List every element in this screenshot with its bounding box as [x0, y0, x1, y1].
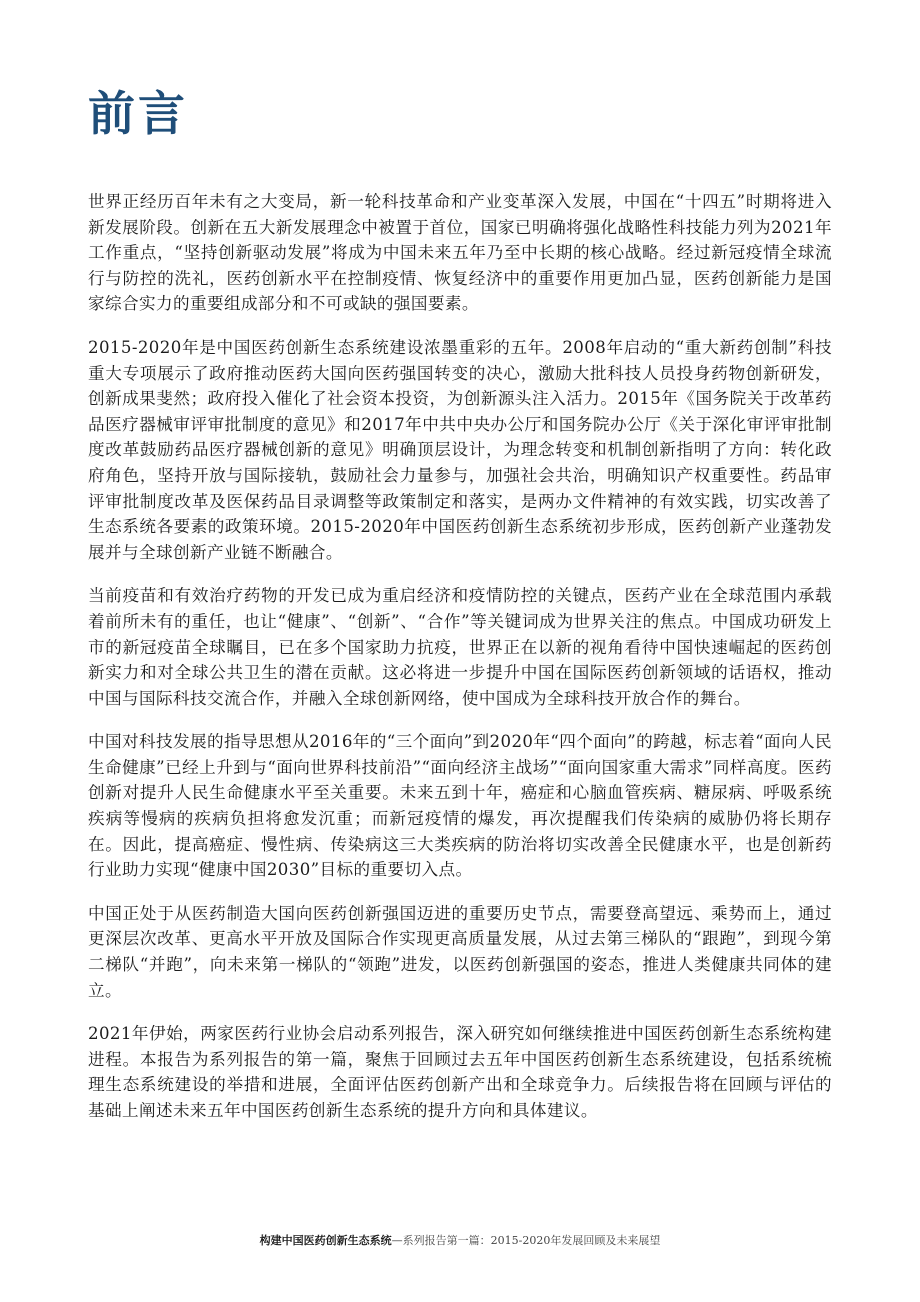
page-title: 前言 [88, 87, 188, 142]
paragraph-6: 2021年伊始，两家医药行业协会启动系列报告，深入研究如何继续推进中国医药创新生态系统构建进程。本报告为系列报告的第一篇，聚焦于回顾过去五年中国医药创新生态系统建设，包括系统梳理生态系统建设的举措和进展，全面评估医药创新产出和全球竞争力。后续报告将在回顾与评估的基础上阐述未来五年中国医药创新生态系统的提升方向和具体建议。 [88, 1024, 832, 1120]
paragraph-3: 当前疫苗和有效治疗药物的开发已成为重启经济和疫情防控的关键点，医药产业在全球范围内承载着前所未有的重任，也让“健康”、“创新”、“合作”等关键词成为世界关注的焦点。中国成功研发上市的新冠疫苗全球瞩目，已在多个国家助力抗疫，世界正在以新的视角看待中国快速崛起的医药创新实力和对全球公共卫生的潜在贡献。这必将进一步提升中国在国际医药创新领域的话语权，推动中国与国际科技交流合作，并融入全球创新网络，使中国成为全球科技开放合作的舞台。 [88, 586, 832, 708]
page-footer [0, 1232, 920, 1248]
paragraph-1: 世界正经历百年未有之大变局，新一轮科技革命和产业变革深入发展，中国在“十四五”时期将进入新发展阶段。创新在五大新发展理念中被置于首位，国家已明确将强化战略性科技能力列为2021年工作重点，“坚持创新驱动发展”将成为中国未来五年乃至中长期的核心战略。经过新冠疫情全球流行与防控的洗礼，医药创新水平在控制疫情、恢复经济中的重要作用更加凸显，医药创新能力是国家综合实力的重要组成部分和不可或缺的强国要素。 [88, 192, 832, 314]
paragraph-5: 中国正处于从医药制造大国向医药创新强国迈进的重要历史节点，需要登高望远、乘势而上，通过更深层次改革、更高水平开放及国际合作实现更高质量发展，从过去第三梯队的“跟跑”，到现今第二梯队“并跑”，向未来第一梯队的“领跑”进发，以医药创新强国的姿态，推进人类健康共同体的建立。 [88, 903, 832, 1000]
body-text [88, 189, 832, 1142]
footer-report-subtitle: —系列报告第一篇：2015-2020年发展回顾及未来展望 [391, 1234, 661, 1247]
footer-report-title: 构建中国医药创新生态系统 [259, 1234, 392, 1247]
paragraph-4: 中国对科技发展的指导思想从2016年的“三个面向”到2020年“四个面向”的跨越，标志着“面向人民生命健康”已经上升到与“面向世界科技前沿”“面向经济主战场”“面向国家重大需求”同样高度。医药创新对提升人民生命健康水平至关重要。未来五到十年，癌症和心脑血管疾病、糖尿病、呼吸系统疾病等慢病的疾病负担将愈发沉重；而新冠疫情的爆发，再次提醒我们传染病的威胁仍将长期存在。因此，提高癌症、慢性病、传染病这三大类疾病的防治将切实改善全民健康水平，也是创新药行业助力实现“健康中国2030”目标的重要切入点。 [88, 732, 832, 880]
paragraph-2: 2015-2020年是中国医药创新生态系统建设浓墨重彩的五年。2008年启动的“重大新药创制”科技重大专项展示了政府推动医药大国向医药强国转变的决心，激励大批科技人员投身药物创新研发，创新成果斐然；政府投入催化了社会资本投资，为创新源头注入活力。2015年《国务院关于改革药品医疗器械审评审批制度的意见》和2017年中共中央办公厅和国务院办公厅《关于深化审评审批制度改革鼓励药品医疗器械创新的意见》明确顶层设计，为理念转变和机制创新指明了方向：转化政府角色，坚持开放与国际接轨，鼓励社会力量参与，加强社会共治，明确知识产权重要性。药品审评审批制度改革及医保药品目录调整等政策制定和落实，是两办文件精神的有效实践，切实改善了生态系统各要素的政策环境。2015-2020年中国医药创新生态系统初步形成，医药创新产业蓬勃发展并与全球创新产业链不断融合。 [88, 337, 832, 562]
